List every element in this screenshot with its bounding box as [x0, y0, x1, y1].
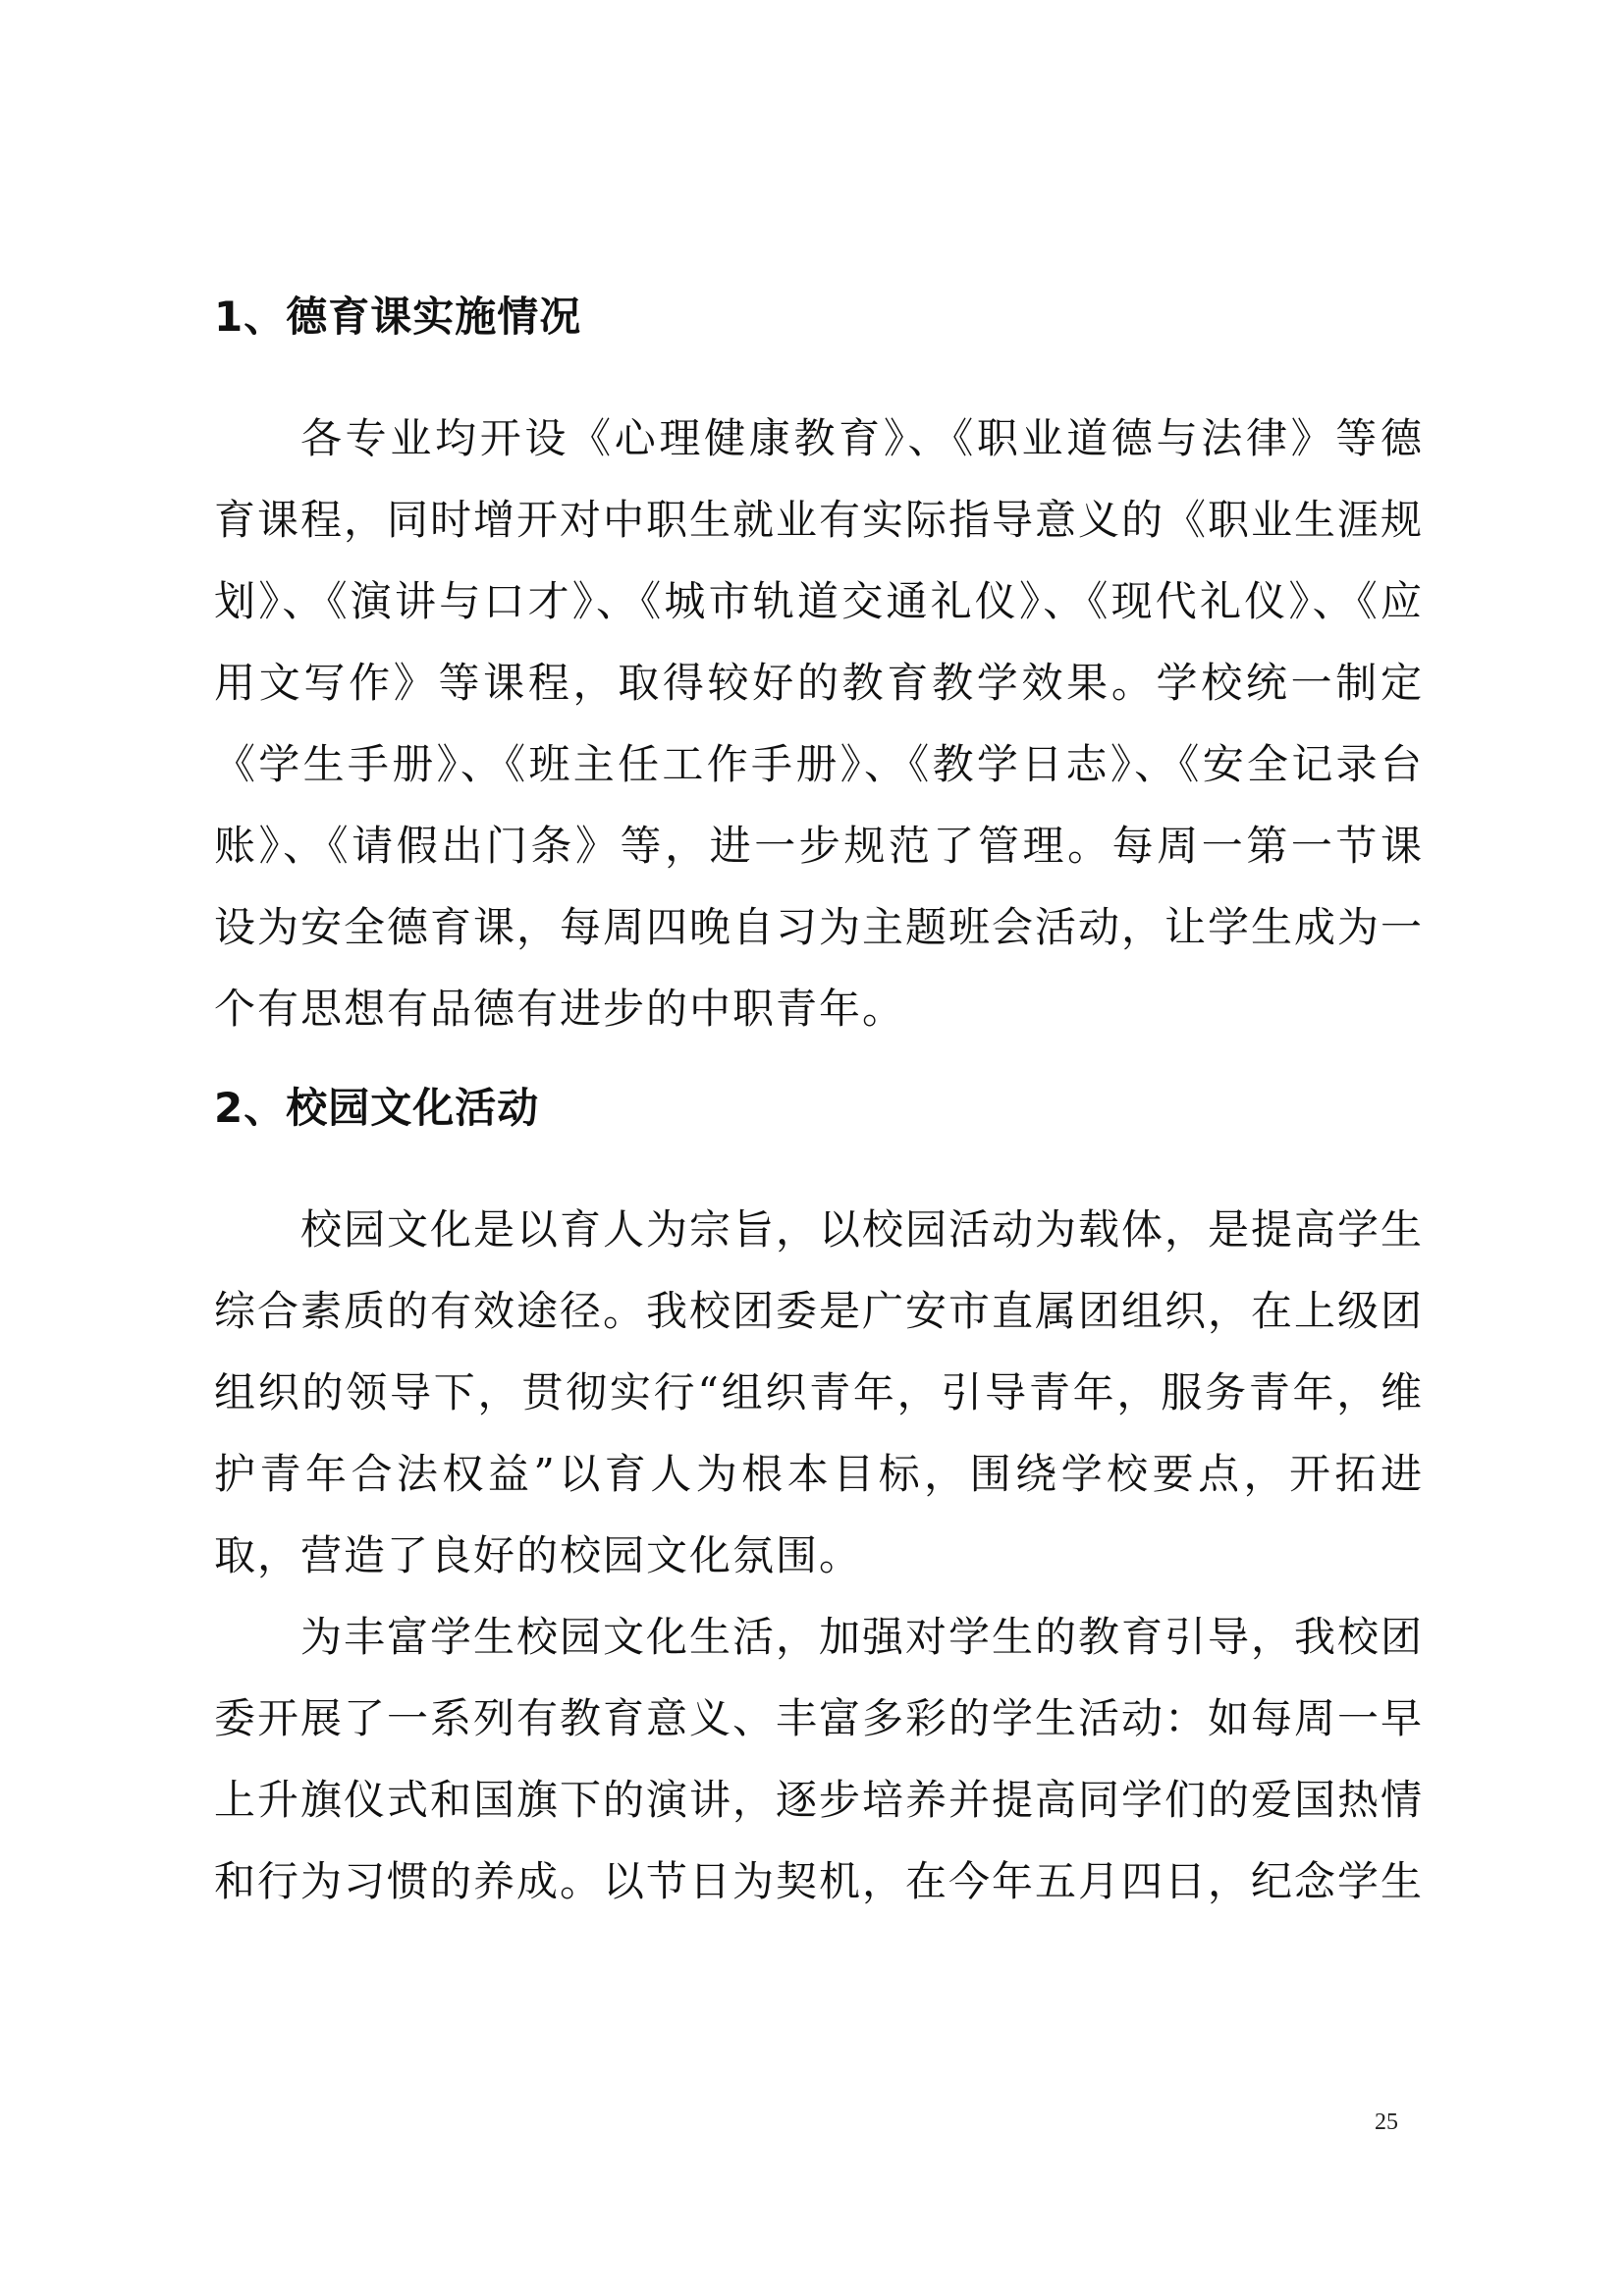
section-heading-moral-education: 1、德育课实施情况: [214, 293, 582, 341]
paragraph-campus-culture-intro: 校园文化是以育人为宗旨，以校园活动为载体，是提高学生综合素质的有效途径。我校团委是广安市直属团组织，在上级团组织的领导下，贯彻实行“组织青年，引导青年，服务青年，维护青年合法权益”以育人为根本目标，围绕学校要点，开拓进取，营造了良好的校园文化氛围。: [214, 1205, 1425, 1579]
page-body: [214, 285, 1424, 1922]
page-number: 25: [1375, 2109, 1398, 2135]
paragraph-campus-culture-activities: 为丰富学生校园文化生活，加强对学生的教育引导，我校团委开展了一系列有教育意义、丰富多彩的学生活动：如每周一早上升旗仪式和国旗下的演讲，逐步培养并提高同学们的爱国热情和行为习惯的养成。以节日为契机，在今年五月四日，纪念学生: [214, 1613, 1425, 1905]
paragraph-moral-education: 各专业均开设《心理健康教育》、《职业道德与法律》等德育课程，同时增开对中职生就业有实际指导意义的《职业生涯规划》、《演讲与口才》、《城市轨道交通礼仪》、《现代礼仪》、《应用文写作》等课程，取得较好的教育教学效果。学校统一制定《学生手册》、《班主任工作手册》、《教学日志》、《安全记录台账》、《请假出门条》等，进一步规范了管理。每周一第一节课设为安全德育课，每周四晚自习为主题班会活动，让学生成为一个有思想有品德有进步的中职青年。: [214, 414, 1425, 1033]
section-heading-campus-culture: 2、校园文化活动: [214, 1084, 540, 1132]
